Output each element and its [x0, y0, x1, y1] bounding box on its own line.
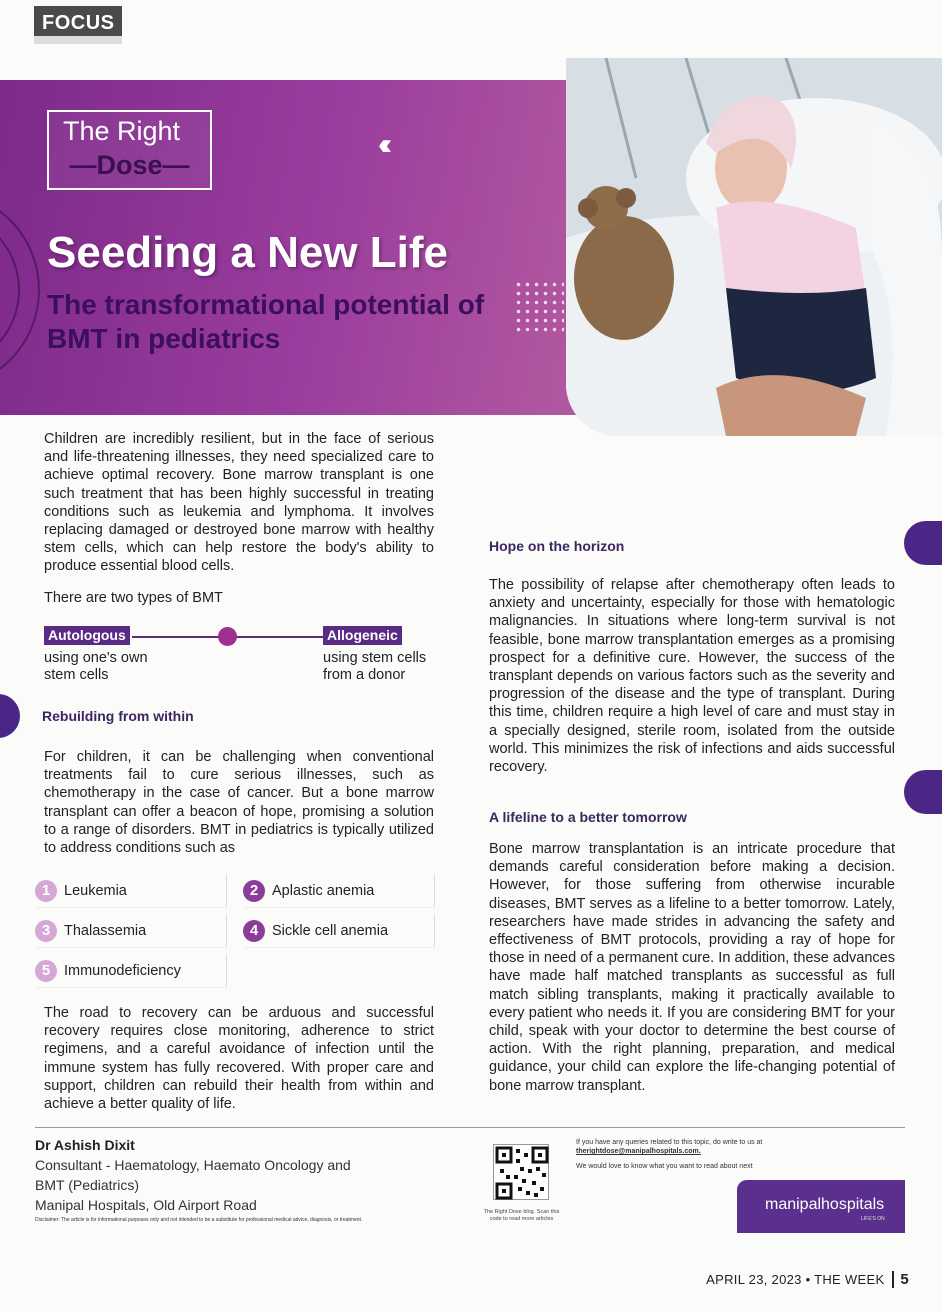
allogeneic-desc: using stem cells from a donor [323, 650, 427, 683]
qr-code-icon [494, 1145, 550, 1201]
chevron-left-icon: ‹‹‹ [378, 128, 384, 161]
rebuilding-heading: Rebuilding from within [42, 708, 194, 724]
disclaimer-text: Disclaimer: The article is for informational purposes only and not intended to be a substitute for professional medical advice, diagnosis, or treatment. [35, 1217, 363, 1223]
page-footer [706, 1271, 909, 1288]
conditions-list [35, 874, 435, 989]
condition-number: 2 [243, 880, 265, 902]
condition-label: Aplastic anemia [272, 882, 375, 899]
author-block [35, 1135, 351, 1215]
query-line1: If you have any queries related to this topic, do write to us at [576, 1139, 763, 1146]
allogeneic-tag: Allogeneic [323, 626, 402, 645]
logo-top-text: The Right [63, 116, 181, 146]
hope-heading: Hope on the horizon [489, 538, 625, 554]
dot-pattern-decoration [514, 280, 564, 336]
condition-item [35, 874, 227, 908]
page-number: 5 [892, 1271, 909, 1288]
query-line2: We would love to know what you want to read about next [576, 1163, 753, 1170]
recovery-paragraph: The road to recovery can be arduous and successful recovery requires close monitoring, adherence to strict regimens, and a careful avoidance of infection until the immune system has fully recovered. With proper care and support, children can rebuild their health from within and achieve a better quality of life. [44, 1005, 434, 1113]
condition-item [35, 954, 227, 988]
logo-bottom-text: —Dose— [69, 150, 190, 180]
condition-item [243, 914, 435, 948]
section-marker-tab [0, 694, 20, 738]
focus-tag-underline [34, 36, 122, 44]
brand-name: manipalhospitals [765, 1196, 885, 1213]
author-role-line1: Consultant - Haematology, Haemato Oncology and [35, 1157, 351, 1173]
section-marker-tab [904, 521, 942, 565]
author-name: Dr Ashish Dixit [35, 1137, 135, 1153]
qr-code[interactable] [493, 1144, 549, 1200]
logo-dose-word: Dose [96, 150, 163, 180]
connector-dot [218, 627, 237, 646]
autologous-desc: using one's own stem cells [44, 650, 148, 683]
hope-paragraph: The possibility of relapse after chemotherapy often leads to anxiety and uncertainty, especially for those with hematologic malignancies. In situations where long-term survival is not feasible, bone marrow transplantation emerges as a promising prospect for a definitive cure. However, the success of the transplant depends on various factors such as the severity and progression of the disease and the type of transplant. During this time, children require a high level of care and must stay in a specially designed, sterile room, isolated from the outside world. This minimizes the risk of infections and aids successful recovery. [489, 577, 895, 776]
article-subtitle: The transformational potential of BMT in pediatrics [47, 289, 485, 354]
hero-photo-child-patient [566, 58, 942, 436]
author-role-line2: BMT (Pediatrics) [35, 1177, 139, 1193]
qr-caption: The Right Dose blog. Scan this code to read more articles [483, 1209, 560, 1222]
author-hospital: Manipal Hospitals, Old Airport Road [35, 1197, 257, 1213]
types-lead-text: There are two types of BMT [44, 590, 223, 606]
section-marker-tab [904, 770, 942, 814]
lifeline-paragraph: Bone marrow transplantation is an intricate procedure that demands careful consideration before making a decision. However, for those suffering from otherwise incurable diseases, BMT serves as a lifeline to a better tomorrow. Lately, researchers have made strides in advancing the safety and effectiveness of BMT protocols, providing a ray of hope for those in need of a permanent cure. In addition, these advances have made half matched transplants as successful as full match sibling transplants, making it practically available to every patient who needs it. If you are considering BMT for your child, speak with your doctor to determine the best course of action. With the right planning, preparation, and medical guidance, your child can explore the life-changing potential of bone marrow transplant. [489, 841, 895, 1094]
manipal-hospitals-logo [737, 1180, 905, 1233]
condition-label: Immunodeficiency [64, 962, 181, 979]
condition-label: Leukemia [64, 882, 127, 899]
footer-date-issue: APRIL 23, 2023 • THE WEEK [706, 1272, 885, 1287]
autologous-tag: Autologous [44, 626, 130, 645]
brand-tagline: LIFE'S ON [861, 1216, 885, 1222]
rebuilding-paragraph: For children, it can be challenging when conventional treatments fail to cure serious illnesses, such as chemotherapy in the case of cancer. But a bone marrow transplant can offer a beacon of hope, promising a solution to a range of disorders. BMT in pediatrics is typically utilized to address conditions such as [44, 749, 434, 857]
the-right-dose-logo [47, 110, 212, 190]
query-block [576, 1138, 806, 1171]
intro-paragraph: Children are incredibly resilient, but in the face of serious and life-threatening illnesses, they need specialized care to achieve optimal recovery. Bone marrow transplant is one such treatment that has been highly successful in treating conditions such as leukemia and lymphoma. It involves replacing damaged or destroyed bone marrow with healthy stem cells, which can help restore the body's ability to produce essential blood cells. [44, 431, 434, 575]
lifeline-heading: A lifeline to a better tomorrow [489, 809, 687, 825]
focus-label: FOCUS [42, 12, 115, 34]
condition-label: Sickle cell anemia [272, 922, 389, 939]
bmt-types-diagram [44, 624, 434, 694]
condition-item [35, 914, 227, 948]
article-title: Seeding a New Life [47, 228, 448, 277]
condition-label: Thalassemia [64, 922, 147, 939]
photo-illustration [566, 58, 942, 436]
condition-number: 4 [243, 920, 265, 942]
condition-number: 3 [35, 920, 57, 942]
condition-item [243, 874, 435, 908]
query-email-link[interactable]: therightdose@manipalhospitals.com. [576, 1148, 701, 1155]
footer-divider [35, 1127, 905, 1128]
condition-number: 5 [35, 960, 57, 982]
condition-number: 1 [35, 880, 57, 902]
